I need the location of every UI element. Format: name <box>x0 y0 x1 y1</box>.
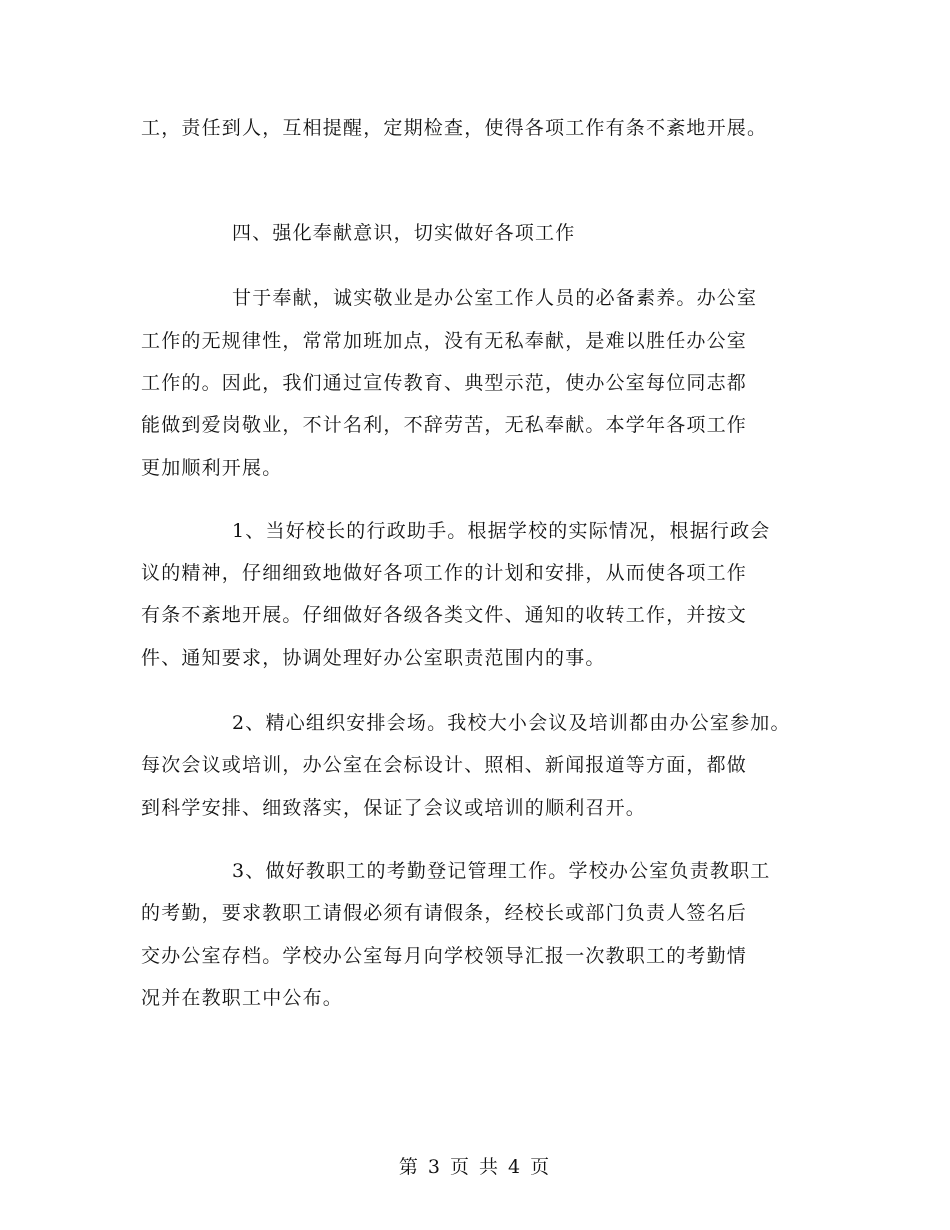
paragraph-1-line: 工作的无规律性，常常加班加点，没有无私奉献，是难以胜任办公室 <box>141 330 748 352</box>
item-3-line: 的考勤，要求教职工请假必须有请假条，经校长或部门负责人签名后 <box>141 902 748 924</box>
item-1-line: 有条不紊地开展。仔细做好各级各类文件、通知的收转工作，并按文 <box>141 604 748 626</box>
item-1-line: 1、当好校长的行政助手。根据学校的实际情况，根据行政会 <box>232 520 771 542</box>
item-2-line: 2、精心组织安排会场。我校大小会议及培训都由办公室参加。 <box>232 712 791 734</box>
item-1-line: 议的精神，仔细细致地做好各项工作的计划和安排，从而使各项工作 <box>141 562 748 584</box>
item-2-line: 到科学安排、细致落实，保证了会议或培训的顺利召开。 <box>141 797 647 819</box>
section-heading: 四、强化奉献意识，切实做好各项工作 <box>232 222 576 244</box>
item-3-line: 3、做好教职工的考勤登记管理工作。学校办公室负责教职工 <box>232 860 771 882</box>
item-1-line: 件、通知要求，协调处理好办公室职责范围内的事。 <box>141 647 606 669</box>
paragraph-1-line: 甘于奉献，诚实敬业是办公室工作人员的必备素养。办公室 <box>232 287 758 309</box>
intro-line: 工，责任到人，互相提醒，定期检查，使得各项工作有条不紊地开展。 <box>141 117 768 139</box>
paragraph-1-line: 能做到爱岗敬业，不计名利，不辞劳苦，无私奉献。本学年各项工作 <box>141 414 748 436</box>
page-number-footer: 第 3 页 共 4 页 <box>398 1156 552 1178</box>
item-3-line: 交办公室存档。学校办公室每月向学校领导汇报一次教职工的考勤情 <box>141 945 748 967</box>
paragraph-1-line: 更加顺利开展。 <box>141 457 283 479</box>
item-3-line: 况并在教职工中公布。 <box>141 987 344 1009</box>
paragraph-1-line: 工作的。因此，我们通过宣传教育、典型示范，使办公室每位同志都 <box>141 372 748 394</box>
item-2-line: 每次会议或培训，办公室在会标设计、照相、新闻报道等方面，都做 <box>141 754 748 776</box>
